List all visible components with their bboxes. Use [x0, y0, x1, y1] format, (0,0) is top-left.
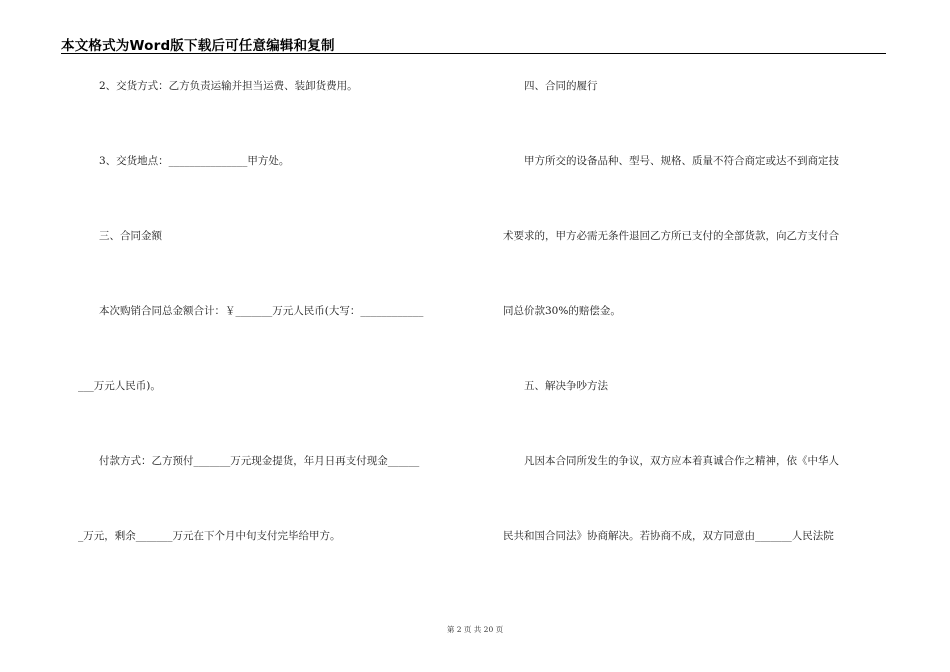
document-header-title: 本文格式为Word版下载后可任意编辑和复制 — [61, 38, 335, 54]
left-line-delivery-location: 3、交货地点：_______________甲方处。 — [99, 155, 290, 167]
right-line-compensation: 同总价款30%的赔偿金。 — [503, 305, 621, 317]
right-line-dispute: 凡因本合同所发生的争议，双方应本着真诚合作之精神，依《中华人 — [524, 455, 839, 467]
right-line-performance-cont: 术要求的，甲方必需无条件退回乙方所已支付的全部货款，向乙方支付合 — [503, 230, 839, 242]
left-line-payment-method-cont: _万元，剩余_______万元在下个月中旬支付完毕给甲方。 — [78, 530, 341, 542]
page-number: 第 2 页 共 20 页 — [446, 625, 504, 634]
left-line-total-amount: 本次购销合同总金额合计：￥_______万元人民币(大写：____________ — [99, 305, 424, 317]
left-line-payment-method: 付款方式：乙方预付_______万元现金提货，年月日再支付现金______ — [99, 455, 420, 467]
right-line-dispute-cont: 民共和国合同法》协商解决。若协商不成，双方同意由_______人民法院 — [503, 530, 834, 542]
right-heading-contract-performance: 四、合同的履行 — [524, 80, 598, 92]
header-divider — [61, 53, 886, 54]
right-heading-dispute-resolution: 五、解决争吵方法 — [524, 380, 608, 392]
left-heading-contract-amount: 三、合同金额 — [99, 230, 162, 242]
right-line-performance: 甲方所交的设备品种、型号、规格、质量不符合商定或达不到商定技 — [524, 155, 839, 167]
left-line-total-amount-cont: ___万元人民币)。 — [78, 380, 161, 392]
left-line-delivery-method: 2、交货方式：乙方负责运输并担当运费、装卸货费用。 — [99, 80, 358, 92]
